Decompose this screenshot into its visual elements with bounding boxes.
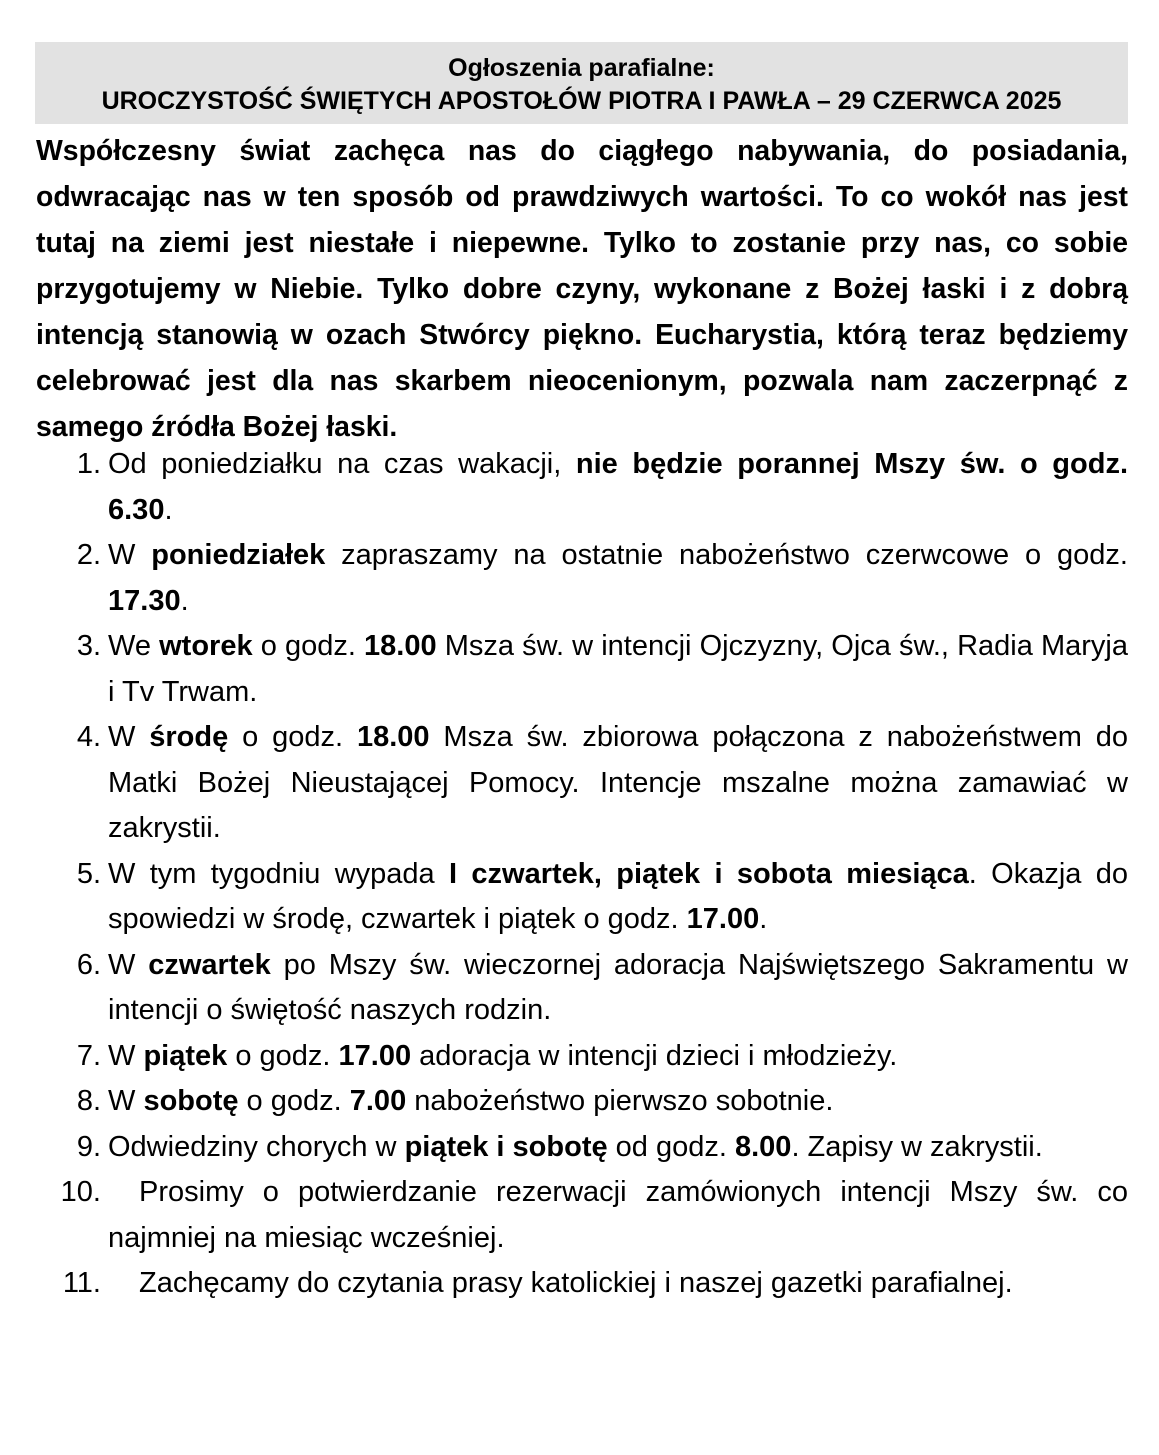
item-text: o godz. bbox=[228, 721, 357, 753]
item-text-bold: 17.00 bbox=[338, 1039, 412, 1072]
item-text: Prosimy o potwierdzanie rezerwacji zamówionych intencji Mszy św. co najmniej na miesiąc wcześniej. bbox=[108, 1176, 1128, 1254]
item-number: 3. bbox=[76, 630, 101, 662]
item-text: od godz. bbox=[607, 1130, 735, 1163]
item-text-bold: piątek i sobotę bbox=[404, 1130, 608, 1163]
item-text: W bbox=[108, 948, 149, 981]
announcement-list bbox=[0, 442, 1159, 1307]
item-text-bold: 17.00 bbox=[686, 903, 760, 935]
announcement-item bbox=[0, 442, 1128, 533]
item-text-bold: 17.30 bbox=[108, 584, 181, 617]
item-text: zapraszamy na ostatnie nabożeństwo czerwcowe o godz. bbox=[325, 539, 1128, 571]
intro-paragraph: Współczesny świat zachęca nas do ciągłego nabywania, do posiadania, odwracając nas w ten sposób od prawdziwych wartości. To co wokół nas jest tutaj na ziemi jest niestałe i niepewne. Tylko to zostanie przy nas, co sobie przygotujemy w Niebie. Tylko dobre czyny, wykonane z Bożej łaski i z dobrą intencją stanowią w ozach Stwórcy piękno. Eucharystia, którą teraz będziemy celebrować jest dla nas skarbem nieocenionym, pozwala nam zaczerpnąć z samego źródła Bożej łaski. bbox=[36, 135, 1128, 443]
item-text: o godz. bbox=[227, 1039, 339, 1072]
item-text: Zachęcamy do czytania prasy katolickiej i naszej gazetki parafialnej. bbox=[139, 1267, 1013, 1299]
announcement-item bbox=[0, 1170, 1128, 1261]
item-text: . bbox=[164, 493, 173, 526]
header-banner bbox=[35, 42, 1128, 124]
item-text-bold: nie będzie porannej Mszy św. o godz. 6.30 bbox=[108, 448, 1129, 526]
item-number: 8. bbox=[76, 1085, 101, 1117]
item-number: 5. bbox=[76, 857, 101, 890]
item-text: . Okazja do spowiedzi w środę, czwartek i piątek o godz. bbox=[108, 857, 1128, 935]
item-text: . bbox=[759, 903, 768, 935]
item-text: W tym tygodniu wypada bbox=[108, 857, 450, 890]
item-text-bold: piątek bbox=[143, 1039, 228, 1072]
item-text: po Mszy św. wieczornej adoracja Najświętszego Sakramentu w intencji o świętość naszych rodzin. bbox=[108, 948, 1128, 1026]
item-text-bold: poniedziałek bbox=[151, 539, 326, 571]
announcement-item bbox=[0, 1034, 1128, 1080]
item-text-bold: 7.00 bbox=[349, 1085, 407, 1117]
item-text: W bbox=[108, 1039, 144, 1072]
item-text: nabożeństwo pierwszo sobotnie. bbox=[406, 1085, 834, 1117]
item-number: 6. bbox=[76, 948, 101, 981]
announcement-item bbox=[0, 533, 1128, 624]
item-text: Od poniedziałku na czas wakacji, bbox=[108, 448, 576, 480]
item-text-bold: 18.00 bbox=[364, 630, 437, 662]
item-text: W bbox=[108, 539, 152, 571]
announcement-item bbox=[0, 852, 1128, 943]
item-text-bold: wtorek bbox=[159, 630, 253, 662]
item-number: 11. bbox=[62, 1267, 101, 1299]
item-text: W bbox=[108, 1085, 144, 1117]
item-number: 4. bbox=[76, 721, 101, 753]
announcement-item bbox=[0, 1261, 1128, 1307]
item-text: Odwiedziny chorych w bbox=[108, 1130, 405, 1163]
item-text: We bbox=[108, 630, 160, 662]
item-text-bold: sobotę bbox=[143, 1085, 239, 1117]
header-subtitle: UROCZYSTOŚĆ ŚWIĘTYCH APOSTOŁÓW PIOTRA I PAWŁA – 29 CZERWCA 2025 bbox=[101, 87, 1062, 115]
announcement-item bbox=[0, 715, 1128, 852]
item-text: o godz. bbox=[238, 1085, 350, 1117]
item-text: Msza św. zbiorowa połączona z nabożeństwem do Matki Bożej Nieustającej Pomocy. Intencje mszalne można zamawiać w zakrystii. bbox=[108, 721, 1128, 844]
item-text: o godz. bbox=[252, 630, 365, 662]
announcement-item bbox=[0, 1125, 1128, 1171]
header-title: Ogłoszenia parafialne: bbox=[448, 54, 715, 82]
announcement-item bbox=[0, 1079, 1128, 1125]
item-text: . Zapisy w zakrystii. bbox=[791, 1130, 1043, 1163]
item-number: 1. bbox=[76, 448, 101, 480]
item-text-bold: 8.00 bbox=[734, 1130, 792, 1163]
item-text-bold: czwartek bbox=[148, 948, 271, 981]
announcement-item bbox=[0, 624, 1128, 715]
item-text: Msza św. w intencji Ojczyzny, Ojca św., Radia Maryja i Tv Trwam. bbox=[108, 630, 1128, 708]
announcement-item bbox=[0, 943, 1128, 1034]
item-text: adoracja w intencji dzieci i młodzieży. bbox=[411, 1039, 898, 1072]
item-text-bold: 18.00 bbox=[356, 721, 430, 753]
item-text: W bbox=[108, 721, 150, 753]
item-text-bold: środę bbox=[149, 721, 229, 753]
item-number: 2. bbox=[76, 539, 101, 571]
item-number: 10. bbox=[60, 1176, 101, 1208]
item-text-bold: I czwartek, piątek i sobota miesiąca bbox=[449, 857, 969, 890]
item-number: 9. bbox=[76, 1130, 101, 1163]
item-number: 7. bbox=[76, 1039, 101, 1072]
item-text: . bbox=[180, 584, 189, 617]
